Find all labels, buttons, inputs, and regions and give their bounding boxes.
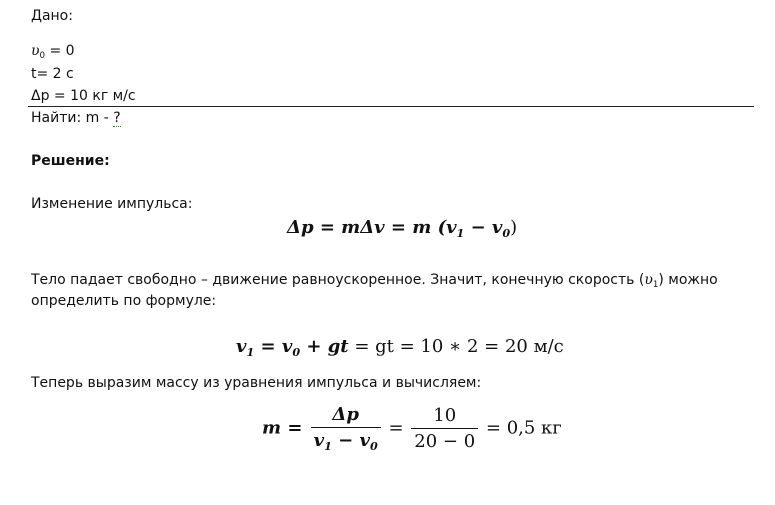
find-prefix: Найти: m - (31, 110, 114, 126)
eq3-den-v0: − v (331, 430, 370, 451)
eq3-numerator: Δp (311, 404, 381, 428)
free-fall-text-1a: Тело падает свободно – движение равноускоренное. Значит, конечную скорость ( (31, 272, 645, 288)
eq3-result: = 0,5 кг (480, 417, 562, 439)
eq3-lhs: m = (262, 417, 309, 439)
eq3-numeric-denominator: 20 − 0 (414, 430, 476, 452)
eq2-v0: = v (254, 336, 293, 357)
v1-subscript: 1 (652, 280, 659, 291)
impulse-intro: Изменение импульса: (31, 196, 193, 212)
v0-symbol: υ (31, 43, 40, 59)
eq2-v0-sub: 0 (292, 345, 301, 359)
given-dp: Δр = 10 кг м/с (31, 88, 136, 104)
eq3-den-sub2: 0 (369, 439, 378, 453)
v0-subscript: 0 (39, 51, 46, 62)
fraction-dp-over-dv (311, 404, 381, 453)
eq3-denominator (311, 428, 381, 453)
given-t: t= 2 с (31, 66, 74, 82)
find-question: ? (113, 110, 121, 126)
fraction-numeric (411, 405, 478, 452)
free-fall-text-1 (31, 272, 718, 293)
given-v0 (31, 43, 75, 64)
v0-value: = 0 (45, 43, 75, 59)
free-fall-text-2: определить по формуле: (31, 293, 217, 309)
equation-mass (262, 404, 562, 453)
eq2-v: v (236, 336, 247, 357)
v1-symbol: υ (644, 272, 653, 288)
eq3-den-v1: v (313, 430, 325, 451)
free-fall-text-1b: ) можно (658, 272, 718, 288)
equation-impulse (287, 217, 517, 240)
eq3-numeric-numerator: 10 (411, 405, 478, 429)
eq1-sub1: 1 (456, 226, 465, 240)
mass-text: Теперь выразим массу из уравнения импульса и вычисляем: (31, 375, 482, 391)
eq3-den-sub1: 1 (324, 439, 332, 453)
eq2-v-sub: 1 (246, 345, 255, 359)
eq2-result: = gt = 10 ∗ 2 = 20 м/с (348, 336, 564, 357)
eq2-gt: + gt (300, 336, 349, 357)
equation-velocity (236, 336, 564, 359)
find-line (31, 110, 121, 126)
eq1-lhs: Δp = mΔv = m (v (287, 217, 457, 238)
solution-heading: Решение: (31, 153, 110, 169)
given-divider (28, 106, 754, 107)
eq1-end: ) (510, 217, 518, 238)
eq1-sub2: 0 (502, 226, 511, 240)
eq3-equals: = (382, 417, 410, 439)
given-label: Дано: (31, 8, 73, 24)
eq1-mid: − v (464, 217, 503, 238)
